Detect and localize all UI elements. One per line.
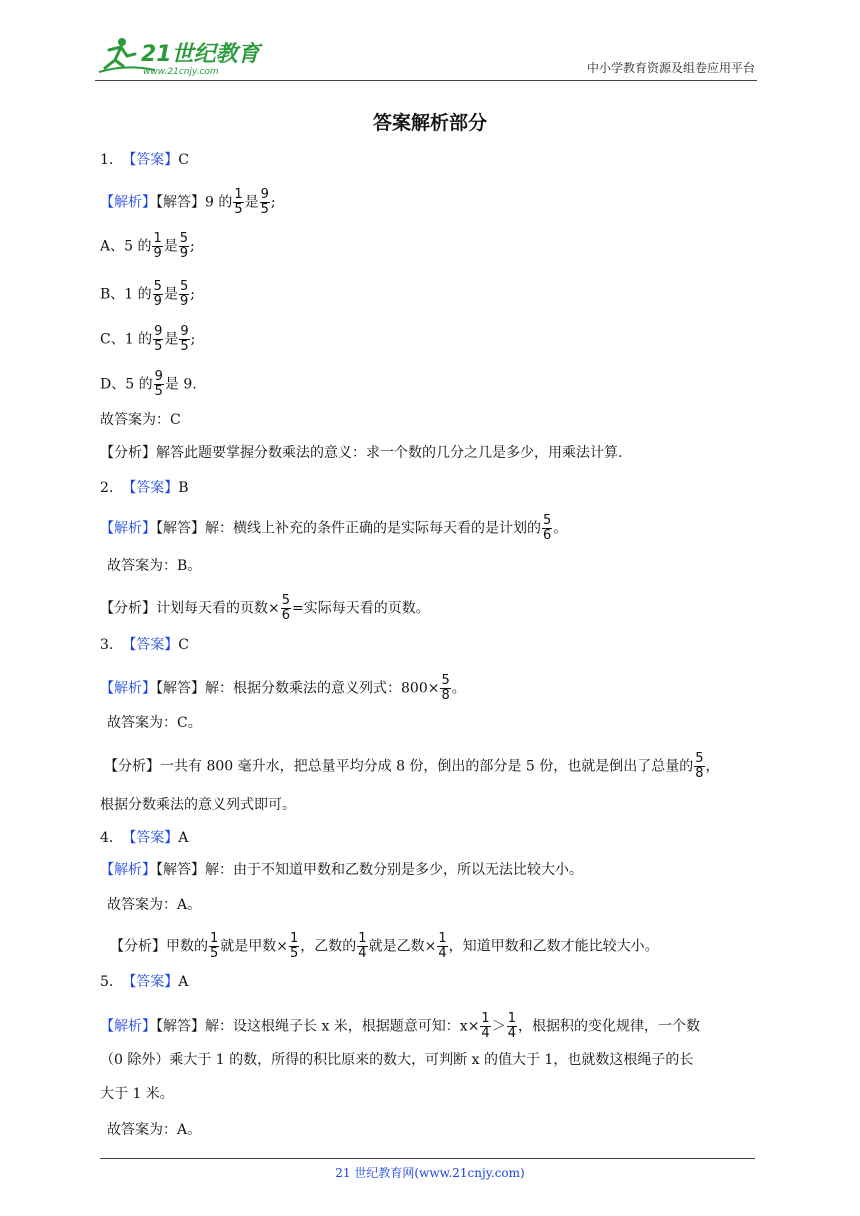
q5-answer-line: 5. 【答案】A [100,974,189,990]
q2-final: 故答案为：B。 [107,558,202,574]
q3-final: 故答案为：C。 [107,715,202,731]
q2-solution: 【解析】【解答】解：横线上补充的条件正确的是实际每天看的是计划的 $\frac{5}{6}$ 。 [100,513,568,543]
q5-solution-cont: （0 除外）乘大于 1 的数，所得的积比原来的数大，可判断 x 的值大于 1，也就数这根绳子的长 [100,1052,694,1068]
fraction: $\frac{1}{4}$ [438,931,447,961]
platform-name: 中小学教育资源及组卷应用平台 [586,61,755,75]
fraction: $\frac{1}{9}$ [153,231,162,261]
q1-option-b: B、1 的 $\frac{5}{9}$ 是 $\frac{5}{9}$ ; [100,279,195,309]
q3-solution: 【解析】【解答】解：根据分数乘法的意义列式：800× $\frac{5}{8}$ 。 [100,673,466,703]
q4-final: 故答案为：A。 [107,897,202,913]
q3-review: 【分析】一共有 800 毫升水，把总量平均分成 8 份，倒出的部分是 5 份，也就是倒出了总量的 $\frac{5}{8}$ ， [104,751,720,781]
fraction: $\frac{9}{5}$ [260,187,269,217]
fraction: $\frac{9}{5}$ [154,369,163,399]
footer-text: 21 世纪教育网(www.21cnjy.com) [335,1166,525,1180]
q5-solution-cont2: 大于 1 米。 [100,1086,174,1102]
fraction: $\frac{1}{4}$ [481,1011,490,1041]
svg-text:21世纪教育: 21世纪教育 [141,42,260,67]
page-header [95,30,757,81]
q3-answer-line: 3. 【答案】C [100,637,189,653]
q1-review: 【分析】解答此题要掌握分数乘法的意义：求一个数的几分之几是多少，用乘法计算. [100,445,623,461]
fraction: $\frac{1}{5}$ [234,187,243,217]
fraction: $\frac{5}{8}$ [441,673,450,703]
fraction: $\frac{5}{6}$ [281,593,291,623]
fraction: $\frac{9}{5}$ [154,324,163,354]
fraction: $\frac{9}{5}$ [180,324,189,354]
fraction: $\frac{5}{9}$ [153,279,162,309]
fraction: $\frac{5}{6}$ [543,513,552,543]
q1-option-c: C、1 的 $\frac{9}{5}$ 是 $\frac{9}{5}$ ; [100,324,196,354]
site-logo [95,34,265,78]
fraction: $\frac{1}{5}$ [290,931,299,961]
fraction: $\frac{5}{8}$ [695,751,704,781]
svg-text:www.21cnjy.com: www.21cnjy.com [143,67,219,77]
q5-solution: 【解析】【解答】解：设这根绳子长 x 米，根据题意可知：x× $\frac{1}{4}$ ＞ $\frac{1}{4}$ ，根据积的变化规律，一个数 [100,1011,700,1041]
q3-review-cont: 根据分数乘法的意义列式即可。 [100,797,296,813]
q1-option-a: A、5 的 $\frac{1}{9}$ 是 $\frac{5}{9}$ ; [100,231,195,261]
q2-answer-line: 2. 【答案】B [100,480,189,496]
q4-review: 【分析】甲数的 $\frac{1}{5}$ 就是甲数× $\frac{1}{5}$ ，乙数的 $\frac{1}{4}$ 就是乙数× $\frac{1}{4}$ ，知道甲数和乙数才能比较大小。 [110,931,659,961]
footer-divider [100,1158,755,1159]
q5-final: 故答案为：A。 [107,1122,202,1138]
q1-final: 故答案为：C [100,412,181,428]
fraction: $\frac{1}{4}$ [507,1011,516,1041]
section-title: 答案解析部分 [372,112,487,134]
q1-answer-line: 1. 【答案】C [100,152,189,168]
fraction: $\frac{5}{9}$ [179,231,189,261]
q4-answer-line: 4. 【答案】A [100,830,189,846]
q4-solution: 【解析】【解答】解：由于不知道甲数和乙数分别是多少，所以无法比较大小。 [100,862,583,878]
q1-solution: 【解析】【解答】9 的 $\frac{1}{5}$ 是 $\frac{9}{5}$ ; [100,187,276,217]
fraction: $\frac{5}{9}$ [179,279,189,309]
q2-review: 【分析】计划每天看的页数× $\frac{5}{6}$ =实际每天看的页数。 [100,593,430,623]
q1-option-d: D、5 的 $\frac{9}{5}$ 是 9. [100,369,197,399]
fraction: $\frac{1}{5}$ [210,931,219,961]
fraction: $\frac{1}{4}$ [358,931,367,961]
